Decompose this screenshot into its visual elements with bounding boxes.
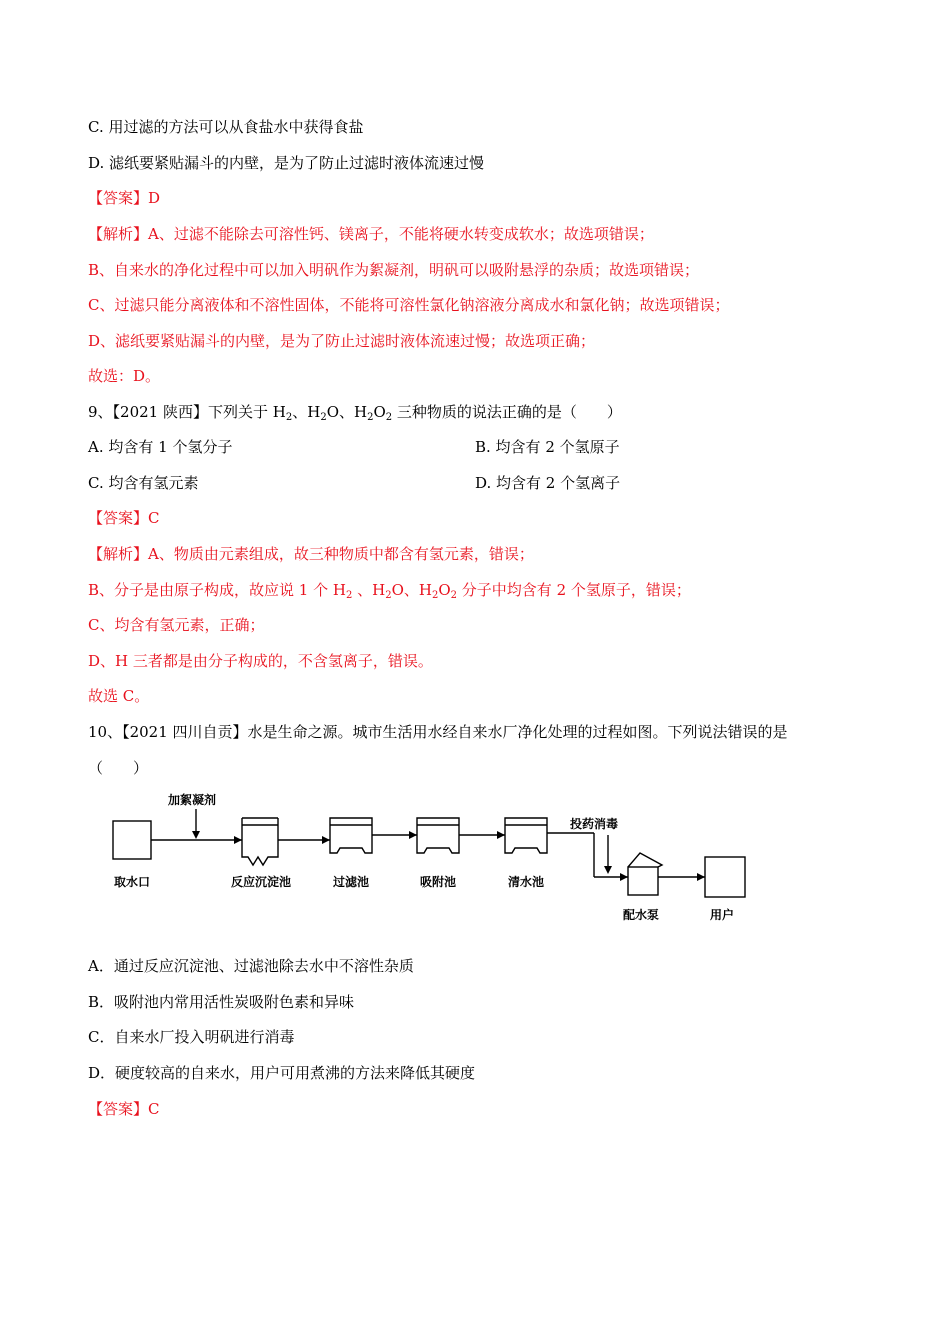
q10-option-c: C．自来水厂投入明矾进行消毒	[88, 1028, 295, 1046]
intake-label: 取水口	[114, 875, 151, 889]
disinfect-label: 投药消毒	[570, 817, 619, 831]
q9-conclusion: 故选 C。	[88, 687, 150, 705]
settling-tank	[242, 825, 278, 865]
q10-bracket: （ ）	[88, 759, 149, 777]
q9-option-b: B. 均含有 2 个氢原子	[475, 438, 620, 456]
pump-label: 配水泵	[623, 908, 660, 922]
q8-option-c: C. 用过滤的方法可以从食盐水中获得食盐	[88, 118, 364, 136]
adsorb-label: 吸附池	[420, 875, 457, 889]
q9-analysis-d: D、H 三者都是由分子构成的，不含氢离子，错误。	[88, 652, 433, 670]
q10-stem: 10、【2021 四川自贡】水是生命之源。城市生活用水经自来水厂净化处理的过程如图。下列说法错误的是	[88, 723, 788, 741]
adsorption-tank	[417, 818, 459, 853]
clear-water-tank	[505, 818, 547, 853]
q9-stem: 9、【2021 陕西】下列关于 $H_2$、$H_2O$、$H_2O_2$ 三种物质的说法正确的是（ ）	[88, 403, 622, 423]
q10-option-a: A．通过反应沉淀池、过滤池除去水中不溶性杂质	[88, 957, 414, 975]
q8-conclusion: 故选：D。	[88, 367, 161, 385]
q10-option-d: D．硬度较高的自来水，用户可用煮沸的方法来降低其硬度	[88, 1064, 476, 1082]
q9-analysis-a: 【解析】A、物质由元素组成，故三种物质中都含有氢元素，错误；	[88, 545, 534, 563]
q8-analysis-c: C、过滤只能分离液体和不溶性固体，不能将可溶性氯化钠溶液分离成水和氯化钠；故选项错误；	[88, 296, 730, 314]
clear-label: 清水池	[508, 875, 545, 889]
coagulant-label: 加絮凝剂	[168, 793, 217, 807]
settling-label: 反应沉淀池	[231, 875, 292, 889]
q8-answer: 【答案】D	[88, 189, 161, 207]
pump-box	[628, 867, 658, 895]
q8-analysis-d: D、滤纸要紧贴漏斗的内壁，是为了防止过滤时液体流速过慢；故选项正确；	[88, 332, 596, 350]
q10-answer: 【答案】C	[88, 1100, 160, 1118]
water-treatment-diagram	[100, 785, 760, 925]
q9-option-a: A. 均含有 1 个氢分子	[88, 438, 233, 456]
q8-analysis-b: B、自来水的净化过程中可以加入明矾作为絮凝剂，明矾可以吸附悬浮的杂质；故选项错误；	[88, 261, 700, 279]
pump-top	[628, 853, 662, 867]
q9-option-c: C. 均含有氢元素	[88, 474, 199, 492]
intake-box	[113, 821, 151, 859]
q9-answer: 【答案】C	[88, 509, 160, 527]
q9-analysis-c: C、均含有氢元素，正确；	[88, 616, 265, 634]
q8-analysis-a: 【解析】A、过滤不能除去可溶性钙、镁离子，不能将硬水转变成软水；故选项错误；	[88, 225, 654, 243]
q9-option-d: D. 均含有 2 个氢离子	[475, 474, 621, 492]
filter-tank	[330, 818, 372, 853]
user-label: 用户	[710, 908, 735, 922]
user-box	[705, 857, 745, 897]
filter-label: 过滤池	[333, 875, 370, 889]
q9-analysis-b: B、分子是由原子构成，故应说 1 个 $H_2$ 、$H_2O$、$H_2O_2$ 分子中均含有 2 个氢原子，错误；	[88, 581, 691, 601]
q10-option-b: B．吸附池内常用活性炭吸附色素和异味	[88, 993, 355, 1011]
q8-option-d: D. 滤纸要紧贴漏斗的内壁，是为了防止过滤时液体流速过慢	[88, 154, 485, 172]
